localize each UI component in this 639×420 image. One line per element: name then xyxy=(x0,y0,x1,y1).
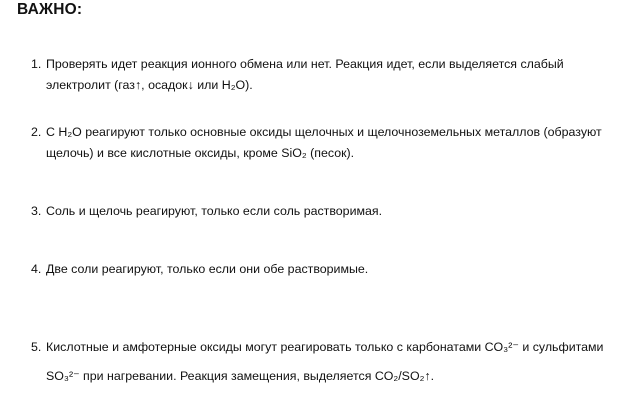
list-item-2 xyxy=(31,122,631,164)
item-text-line-2: SO₃²⁻ при нагревании. Реакция замещения, выделяется CO₂/SO₂↑. xyxy=(46,369,435,383)
item-number: 2. xyxy=(31,125,42,139)
item-number: 3. xyxy=(31,204,42,218)
item-text-line-1: Две соли реагируют, только если они обе растворимые. xyxy=(46,262,369,276)
item-number: 4. xyxy=(31,262,42,276)
page-title: ВАЖНО: xyxy=(17,1,83,18)
item-number: 5. xyxy=(31,340,42,354)
item-text-line-1: Соль и щелочь реагируют, только если соль растворимая. xyxy=(46,204,383,218)
item-text-line-1: С H₂O реагируют только основные оксиды щелочных и щелочноземельных металлов (образуют xyxy=(46,125,602,139)
list-item-4 xyxy=(31,259,631,280)
item-number: 1. xyxy=(31,57,42,71)
item-text-line-2: электролит (газ↑, осадок↓ или H₂O). xyxy=(46,78,253,92)
list-item-1 xyxy=(31,54,631,96)
item-text-line-1: Проверять идет реакция ионного обмена или нет. Реакция идет, если выделяется слабый xyxy=(46,57,564,71)
item-text-line-1: Кислотные и амфотерные оксиды могут реагировать только с карбонатами CO₃²⁻ и сульфитами xyxy=(46,340,604,354)
item-text-line-2: щелочь) и все кислотные оксиды, кроме SiO₂ (песок). xyxy=(46,146,355,160)
list-item-5 xyxy=(31,333,631,391)
list-item-3 xyxy=(31,201,631,222)
